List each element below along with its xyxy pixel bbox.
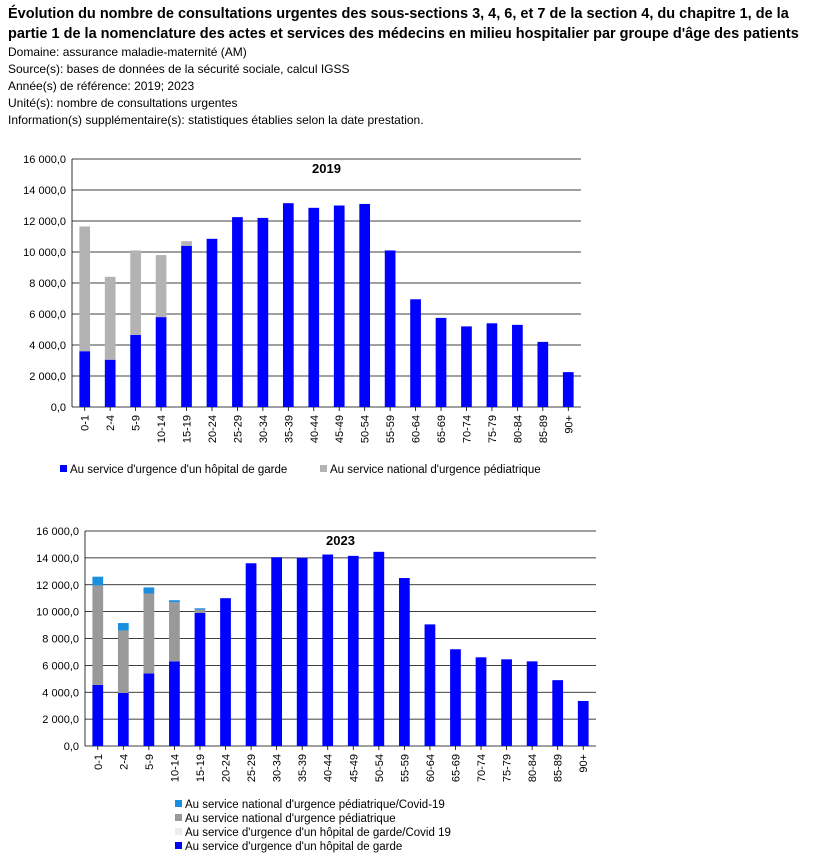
bar-segment bbox=[501, 659, 512, 746]
x-tick-label: 85-89 bbox=[537, 415, 550, 444]
x-tick-label: 0-1 bbox=[79, 415, 92, 431]
x-tick-label: 90+ bbox=[578, 754, 591, 773]
bar-segment bbox=[512, 325, 523, 407]
bar-segment bbox=[195, 610, 206, 613]
y-tick-label: 0,0 bbox=[63, 741, 79, 753]
bar-segment bbox=[144, 587, 155, 593]
x-tick-label: 0-1 bbox=[92, 754, 105, 770]
bar-segment bbox=[79, 351, 90, 407]
bar-segment bbox=[308, 208, 319, 407]
bar-segment bbox=[246, 563, 257, 746]
legend-swatch bbox=[175, 828, 182, 835]
x-tick-label: 10-14 bbox=[156, 415, 169, 444]
bar-segment bbox=[563, 372, 574, 407]
x-tick-label: 75-79 bbox=[486, 415, 499, 444]
x-tick-label: 50-54 bbox=[373, 754, 386, 783]
bar-segment bbox=[105, 360, 116, 407]
x-tick-label: 15-19 bbox=[181, 415, 194, 444]
bar-segment bbox=[476, 657, 487, 746]
bar-segment bbox=[385, 250, 396, 407]
y-tick-label: 12 000,0 bbox=[23, 216, 66, 228]
page-header bbox=[8, 4, 828, 129]
x-tick-label: 75-79 bbox=[501, 754, 514, 783]
x-tick-label: 70-74 bbox=[461, 415, 474, 444]
bar-segment bbox=[156, 317, 167, 407]
x-tick-label: 35-39 bbox=[297, 754, 310, 783]
y-tick-label: 8 000,0 bbox=[42, 633, 79, 646]
legend-label: Au service national d'urgence pédiatrique bbox=[185, 813, 396, 825]
x-tick-label: 40-44 bbox=[308, 415, 321, 444]
bar-segment bbox=[578, 701, 589, 746]
y-tick-label: 12 000,0 bbox=[36, 579, 79, 592]
bar-segment bbox=[436, 318, 447, 407]
reference-year-line: Année(s) de référence: 2019; 2023 bbox=[8, 79, 195, 93]
page-title: Évolution du nombre de consultations urgentes des sous-sections 3, 4, 6, et 7 de la section 4, du chapitre 1, de la partie 1 de la nomenclature des actes et services des médecins en milieu hospitalier par groupe d'âge des patients bbox=[8, 6, 799, 42]
x-tick-label: 25-29 bbox=[232, 415, 245, 444]
bar-segment bbox=[425, 624, 436, 746]
y-tick-label: 8 000,0 bbox=[29, 278, 66, 290]
y-tick-label: 4 000,0 bbox=[42, 687, 79, 700]
bar-segment bbox=[105, 277, 116, 360]
bar-segment bbox=[283, 203, 294, 407]
bar-segment bbox=[373, 552, 384, 746]
bar-segment bbox=[92, 577, 103, 586]
bar-segment bbox=[359, 204, 370, 407]
bar-segment bbox=[130, 250, 141, 334]
x-tick-label: 2-4 bbox=[105, 415, 118, 431]
legend-swatch bbox=[175, 800, 182, 807]
bar-segment bbox=[461, 326, 472, 407]
bar-segment bbox=[169, 661, 180, 746]
bar-segment bbox=[181, 246, 192, 407]
bar-segment bbox=[118, 693, 129, 746]
bar-segment bbox=[297, 558, 308, 746]
bar-segment bbox=[410, 299, 421, 407]
y-tick-label: 10 000,0 bbox=[36, 606, 79, 619]
bar-segment bbox=[169, 600, 180, 602]
x-tick-label: 10-14 bbox=[169, 754, 182, 783]
x-tick-label: 30-34 bbox=[257, 415, 270, 444]
chart-title: 2023 bbox=[326, 533, 355, 548]
legend-label: Au service national d'urgence pédiatrique/Covid-19 bbox=[185, 799, 445, 811]
domain-line: Domaine: assurance maladie-maternité (AM) bbox=[8, 45, 247, 59]
bar-segment bbox=[348, 556, 359, 746]
x-tick-label: 35-39 bbox=[283, 415, 296, 444]
x-tick-label: 55-59 bbox=[399, 754, 412, 783]
bar-segment bbox=[169, 602, 180, 661]
chart-2019 bbox=[0, 140, 831, 485]
bar-segment bbox=[232, 217, 243, 407]
x-tick-label: 45-49 bbox=[334, 415, 347, 444]
bar-segment bbox=[144, 593, 155, 673]
legend-label: Au service d'urgence d'un hôpital de garde bbox=[70, 464, 288, 476]
chart-title: 2019 bbox=[312, 161, 341, 176]
y-tick-label: 2 000,0 bbox=[29, 371, 66, 383]
x-tick-label: 60-64 bbox=[424, 754, 437, 783]
legend-swatch bbox=[60, 465, 67, 472]
y-tick-label: 0,0 bbox=[50, 402, 66, 414]
bar-segment bbox=[271, 557, 282, 746]
x-tick-label: 80-84 bbox=[527, 754, 540, 783]
unit-line: Unité(s): nombre de consultations urgentes bbox=[8, 96, 238, 110]
bar-segment bbox=[118, 623, 129, 630]
y-tick-label: 6 000,0 bbox=[42, 660, 79, 673]
y-tick-label: 4 000,0 bbox=[29, 340, 66, 352]
x-tick-label: 50-54 bbox=[359, 415, 372, 444]
bar-segment bbox=[79, 226, 90, 351]
y-tick-label: 6 000,0 bbox=[29, 309, 66, 321]
legend-swatch bbox=[320, 465, 327, 472]
legend-label: Au service d'urgence d'un hôpital de garde bbox=[185, 841, 403, 853]
chart-2023 bbox=[0, 515, 831, 861]
bar-segment bbox=[130, 335, 141, 407]
bar-segment bbox=[450, 649, 461, 746]
bar-segment bbox=[334, 206, 345, 408]
x-tick-label: 15-19 bbox=[194, 754, 207, 783]
y-tick-label: 16 000,0 bbox=[36, 526, 79, 538]
x-tick-label: 85-89 bbox=[552, 754, 565, 783]
y-tick-label: 2 000,0 bbox=[42, 714, 79, 727]
x-tick-label: 90+ bbox=[563, 415, 576, 434]
legend-label: Au service d'urgence d'un hôpital de garde/Covid 19 bbox=[185, 827, 451, 839]
x-tick-label: 2-4 bbox=[118, 754, 131, 770]
x-tick-label: 65-69 bbox=[436, 415, 449, 444]
x-tick-label: 5-9 bbox=[143, 754, 156, 770]
bar-segment bbox=[144, 673, 155, 746]
bar-segment bbox=[220, 598, 231, 746]
x-tick-label: 70-74 bbox=[476, 754, 489, 783]
x-tick-label: 20-24 bbox=[220, 754, 233, 783]
bar-segment bbox=[527, 661, 538, 746]
bar-segment bbox=[399, 578, 410, 746]
y-tick-label: 10 000,0 bbox=[23, 247, 66, 259]
x-tick-label: 65-69 bbox=[450, 754, 463, 783]
bar-segment bbox=[487, 323, 498, 407]
legend-swatch bbox=[175, 814, 182, 821]
bar-segment bbox=[92, 685, 103, 746]
bar-segment bbox=[322, 555, 333, 746]
bar-segment bbox=[92, 585, 103, 684]
y-tick-label: 14 000,0 bbox=[23, 185, 66, 197]
x-tick-label: 40-44 bbox=[322, 754, 335, 783]
y-tick-label: 16 000,0 bbox=[23, 154, 66, 166]
x-tick-label: 25-29 bbox=[246, 754, 259, 783]
x-tick-label: 80-84 bbox=[512, 415, 525, 444]
legend-label: Au service national d'urgence pédiatrique bbox=[330, 464, 541, 476]
bar-segment bbox=[552, 680, 563, 746]
source-line: Source(s): bases de données de la sécurité sociale, calcul IGSS bbox=[8, 62, 350, 76]
bar-segment bbox=[156, 255, 167, 317]
x-tick-label: 20-24 bbox=[206, 415, 219, 444]
x-tick-label: 30-34 bbox=[271, 754, 284, 783]
x-tick-label: 5-9 bbox=[130, 415, 143, 431]
bar-segment bbox=[537, 342, 548, 407]
bar-segment bbox=[195, 613, 206, 746]
bar-segment bbox=[181, 241, 192, 246]
additional-info-line: Information(s) supplémentaire(s): statistiques établies selon la date prestation. bbox=[8, 113, 424, 127]
bar-segment bbox=[258, 218, 269, 407]
x-tick-label: 55-59 bbox=[385, 415, 398, 444]
x-tick-label: 45-49 bbox=[348, 754, 361, 783]
y-tick-label: 14 000,0 bbox=[36, 552, 79, 565]
legend-swatch bbox=[175, 842, 182, 849]
bar-segment bbox=[118, 630, 129, 692]
bar-segment bbox=[195, 608, 206, 609]
x-tick-label: 60-64 bbox=[410, 415, 423, 444]
bar-segment bbox=[207, 239, 218, 407]
